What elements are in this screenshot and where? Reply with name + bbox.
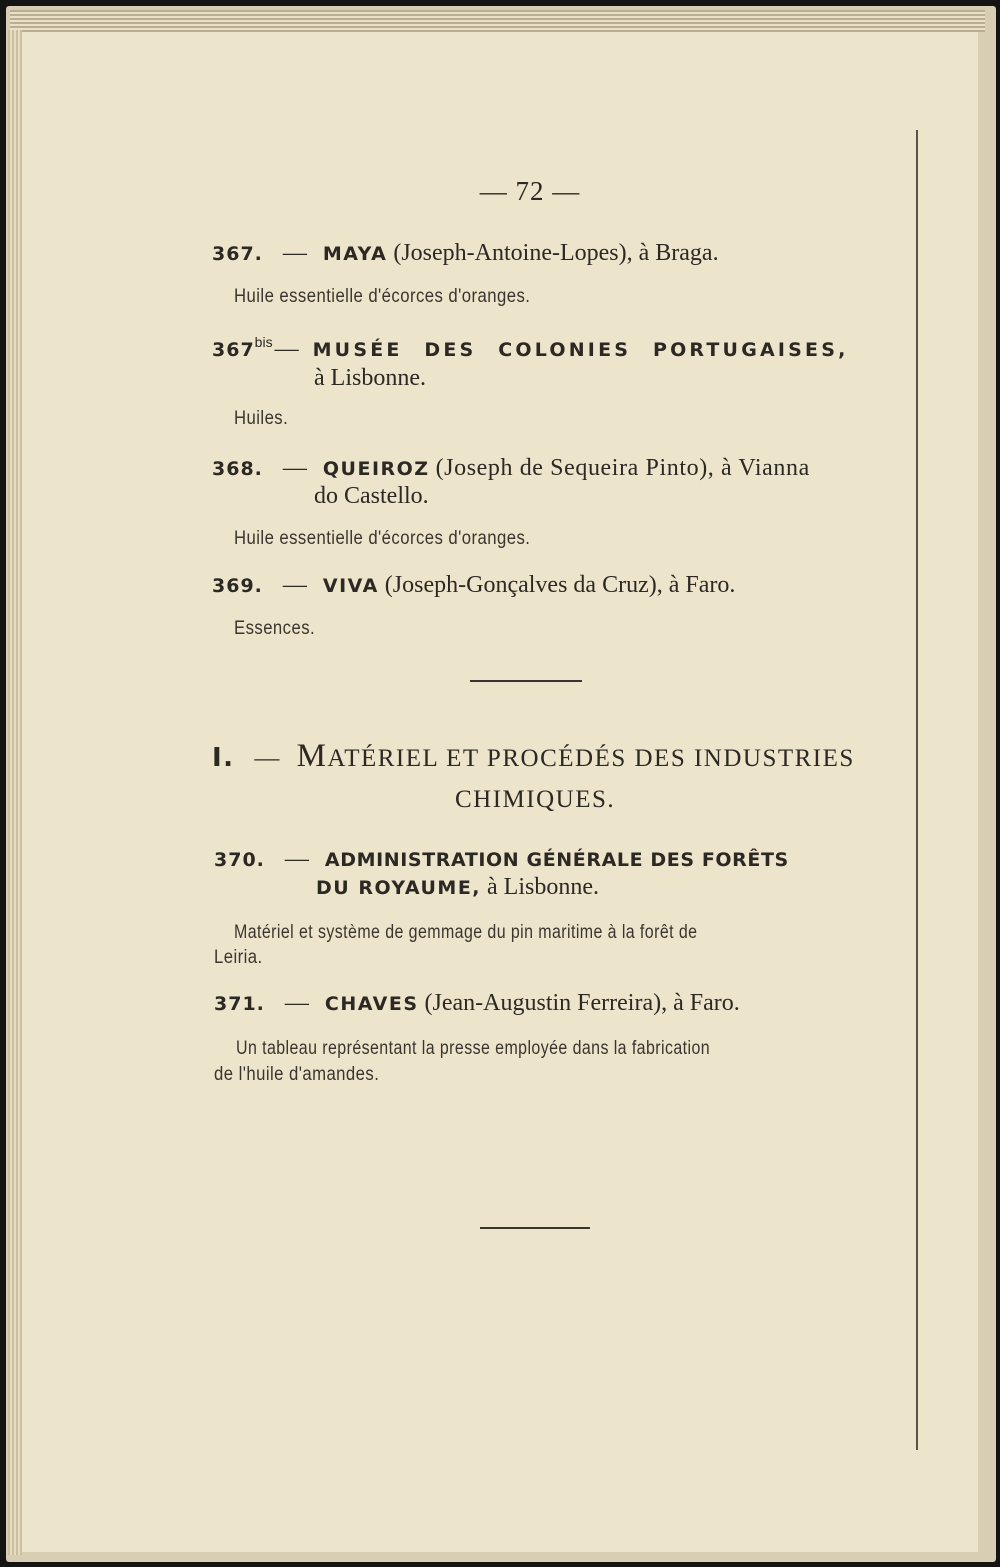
entry-368-line2: do Castello. bbox=[314, 483, 429, 509]
entry-name: CHAVES bbox=[324, 993, 419, 1015]
section-heading bbox=[212, 738, 855, 775]
entry-detail: à Lisbonne. bbox=[487, 874, 599, 900]
entry-number: 369. bbox=[212, 575, 263, 597]
entry-number: 370. bbox=[214, 849, 265, 871]
entry-dash: — bbox=[284, 846, 309, 872]
entry-dash: — bbox=[284, 990, 309, 1016]
entry-name: MAYA bbox=[322, 243, 388, 265]
entry-371-desc-cont: de l'huile d'amandes. bbox=[214, 1064, 380, 1085]
entry-number: 367 bbox=[212, 339, 255, 361]
entry-367-desc: Huile essentielle d'écorces d'oranges. bbox=[234, 286, 531, 307]
entry-370-desc-cont: Leiria. bbox=[214, 947, 263, 968]
entry-number: 367. bbox=[212, 243, 263, 265]
entry-dash: — bbox=[274, 336, 299, 362]
entry-detail: (Jean-Augustin Ferreira), à Faro. bbox=[424, 990, 740, 1016]
separator-rule bbox=[470, 680, 582, 682]
page-number: — 72 — bbox=[479, 176, 581, 206]
entry-367bis-line2: à Lisbonne. bbox=[314, 365, 426, 391]
section-number: I. bbox=[212, 743, 235, 773]
section-title-line2: CHIMIQUES. bbox=[455, 786, 616, 813]
entry-detail: (Joseph-Gonçalves da Cruz), à Faro. bbox=[384, 572, 736, 598]
entry-detail: (Joseph de Sequeira Pinto), à Vianna bbox=[435, 455, 810, 481]
entry-dash: — bbox=[282, 572, 307, 598]
entry-370 bbox=[214, 846, 789, 873]
entry-dash: — bbox=[282, 455, 307, 481]
entry-name: MUSÉE DES COLONIES PORTUGAISES, bbox=[312, 339, 849, 361]
entry-number: 371. bbox=[214, 993, 265, 1015]
entry-368-desc: Huile essentielle d'écorces d'oranges. bbox=[234, 528, 531, 549]
entry-name: QUEIROZ bbox=[322, 458, 430, 480]
entry-370-line2 bbox=[316, 874, 599, 901]
section-title-line1: ATÉRIEL ET PROCÉDÉS DES INDUSTRIES bbox=[327, 745, 855, 772]
entry-dash: — bbox=[282, 240, 307, 266]
entry-367 bbox=[212, 240, 719, 267]
entry-368 bbox=[212, 455, 810, 482]
entry-371-desc: Un tableau représentant la presse employée dans la fabrication bbox=[236, 1038, 711, 1059]
entry-369-desc: Essences. bbox=[234, 618, 316, 639]
entry-number-sup: bis bbox=[254, 334, 273, 350]
entry-name: ADMINISTRATION GÉNÉRALE DES FORÊTS bbox=[324, 849, 789, 871]
entry-371 bbox=[214, 990, 740, 1017]
entry-369 bbox=[212, 572, 735, 599]
entry-367bis-desc: Huiles. bbox=[234, 408, 289, 429]
section-dash: — bbox=[254, 745, 281, 772]
entry-name: VIVA bbox=[322, 575, 379, 597]
entry-370-desc: Matériel et système de gemmage du pin maritime à la forêt de bbox=[234, 922, 698, 943]
entry-number: 368. bbox=[212, 458, 263, 480]
end-rule bbox=[480, 1227, 590, 1229]
entry-name-cont: DU ROYAUME, bbox=[316, 877, 482, 899]
entry-367bis bbox=[212, 334, 849, 363]
section-title-initial: M bbox=[296, 738, 328, 774]
entry-detail: (Joseph-Antoine-Lopes), à Braga. bbox=[393, 240, 719, 266]
